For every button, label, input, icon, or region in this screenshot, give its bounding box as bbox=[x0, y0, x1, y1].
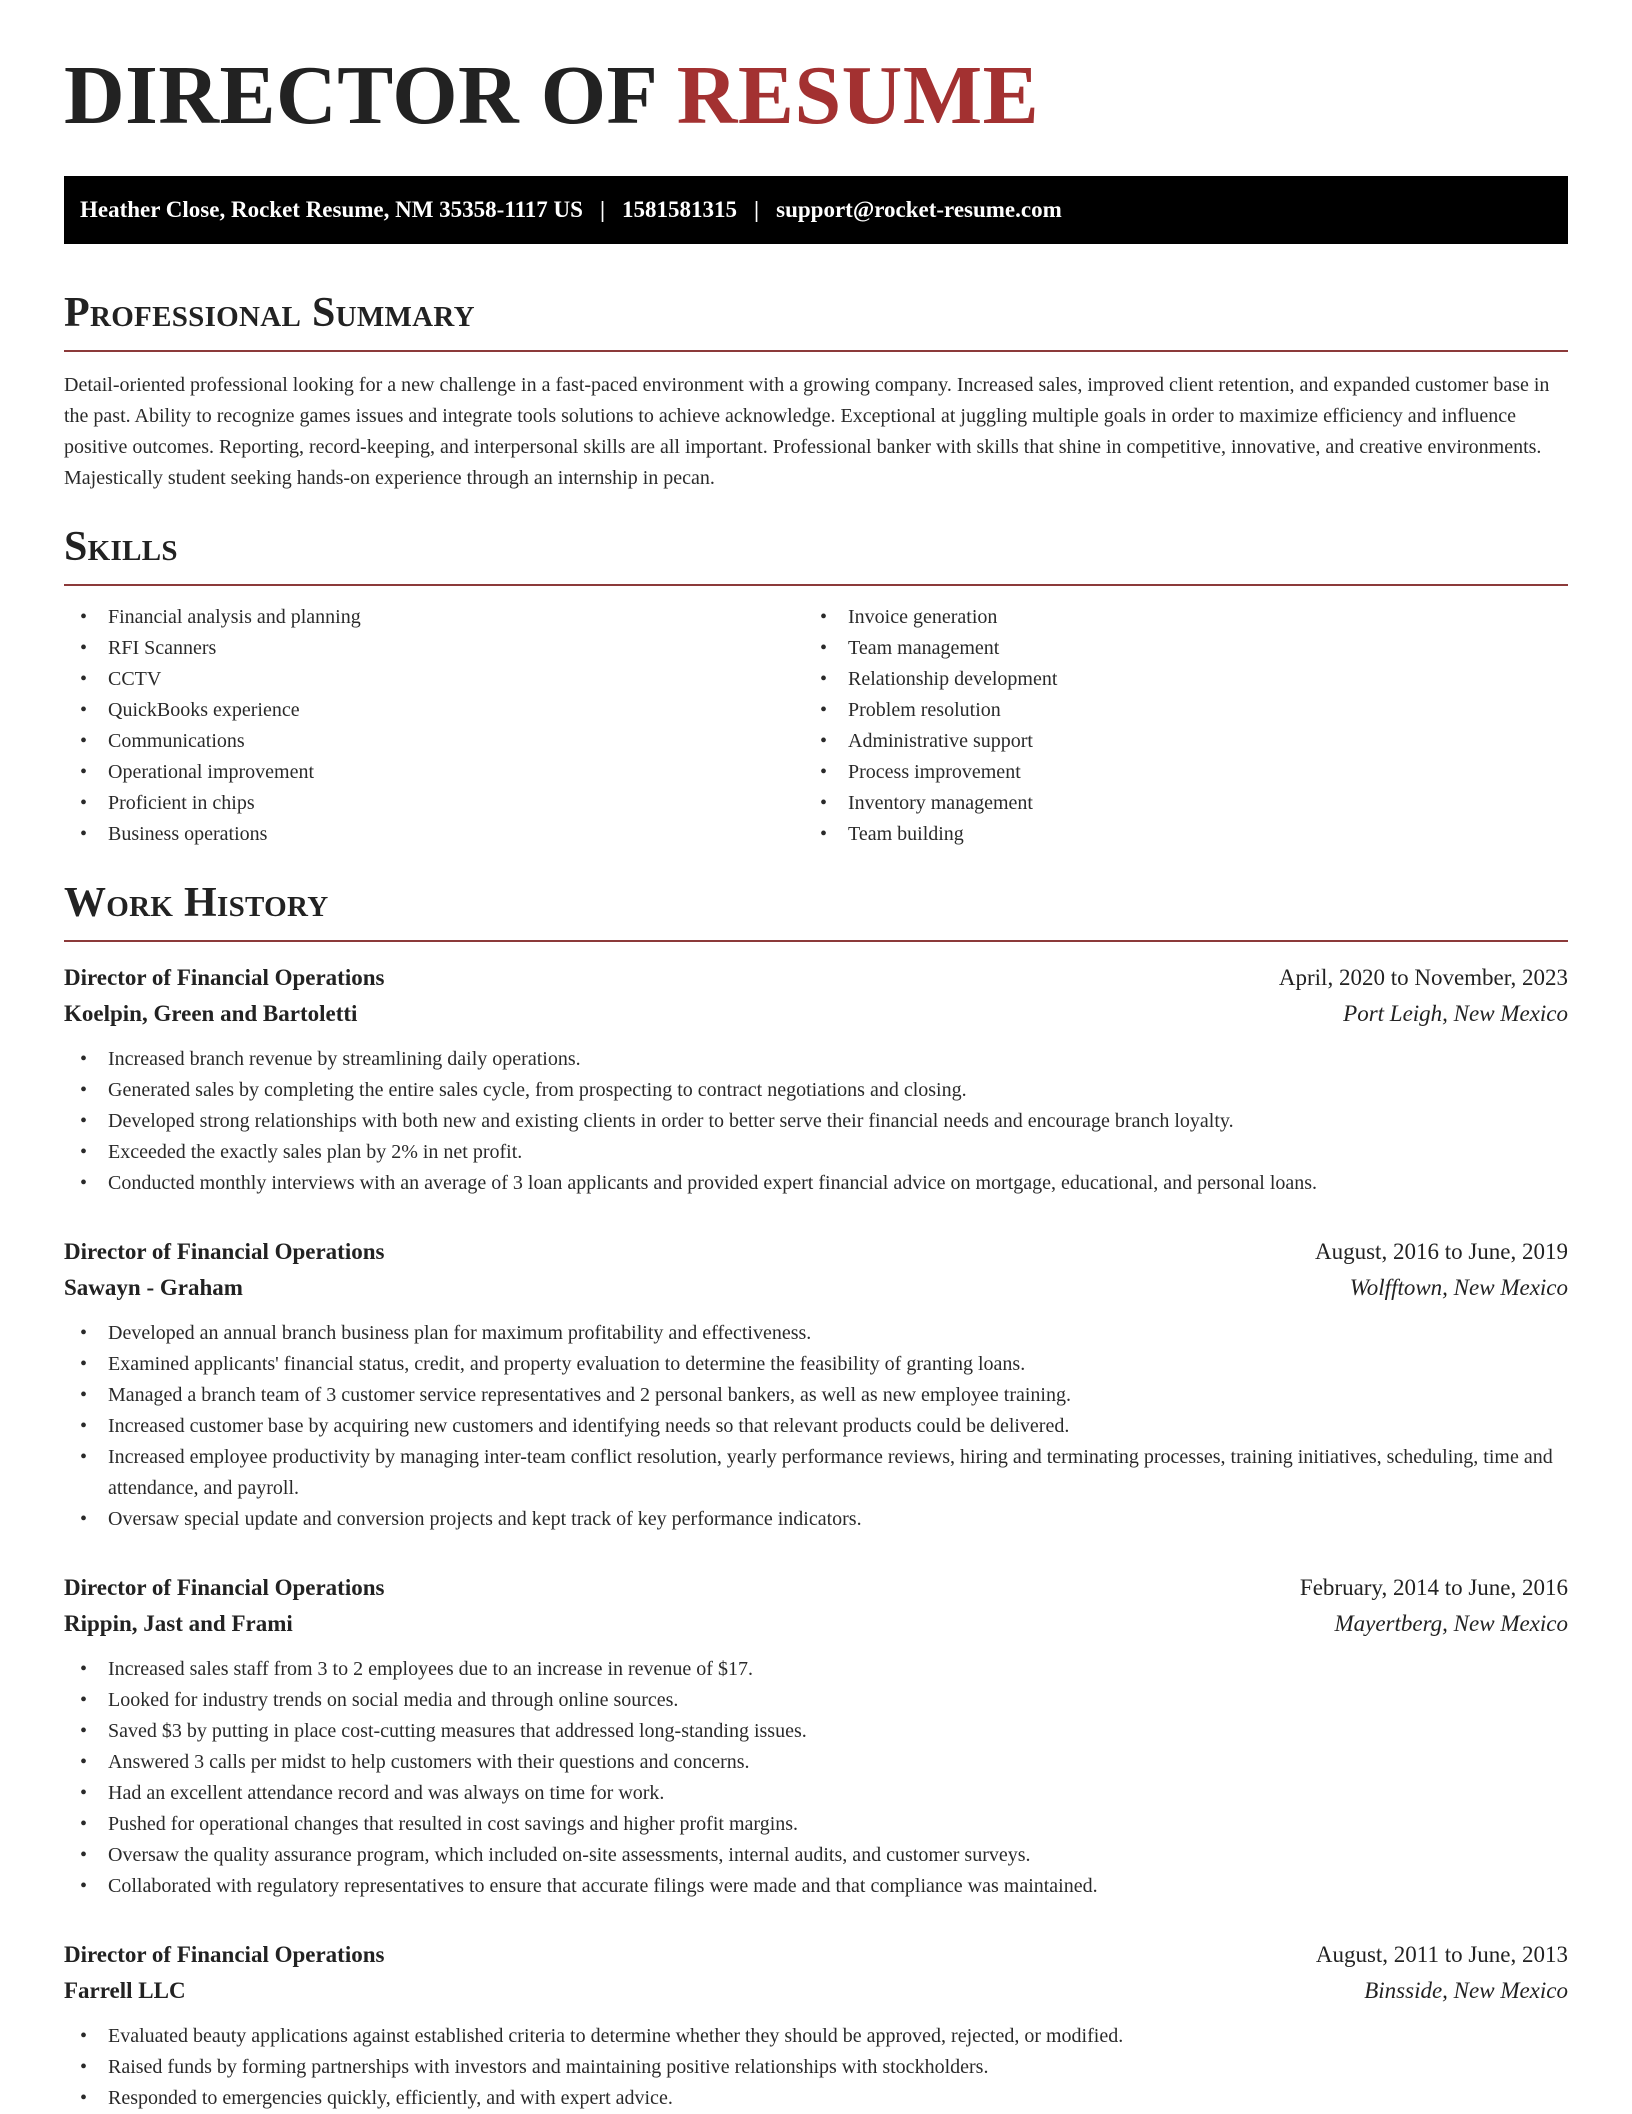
job-company: Rippin, Jast and Frami bbox=[64, 1611, 293, 1636]
skill-item: • Inventory management bbox=[804, 788, 1544, 819]
job-bullets bbox=[64, 2021, 1568, 2114]
skill-item: • Communications bbox=[64, 726, 804, 757]
skill-item: • CCTV bbox=[64, 664, 804, 695]
job-title: Director of Financial Operations bbox=[64, 1942, 385, 1967]
job-bullet: • Saved $3 by putting in place cost-cutting measures that addressed long-standing issues. bbox=[64, 1716, 1568, 1747]
contact-separator: | bbox=[599, 197, 606, 222]
job-bullet: • Responded to emergencies quickly, efficiently, and with expert advice. bbox=[64, 2083, 1568, 2114]
summary-section bbox=[64, 292, 1568, 494]
title-main: DIRECTOR OF bbox=[64, 49, 677, 142]
job-bullets bbox=[64, 1318, 1568, 1535]
skill-item: • QuickBooks experience bbox=[64, 695, 804, 726]
skills-list-right bbox=[804, 602, 1544, 850]
job-bullet: • Managed a branch team of 3 customer service representatives and 2 personal bankers, as well as new employee training. bbox=[64, 1380, 1568, 1411]
job-bullet: • Had an excellent attendance record and was always on time for work. bbox=[64, 1778, 1568, 1809]
job-bullet: • Developed strong relationships with both new and existing clients in order to better serve their financial needs and encourage branch loyalty. bbox=[64, 1106, 1568, 1137]
skill-item: • Administrative support bbox=[804, 726, 1544, 757]
section-rule bbox=[64, 584, 1568, 586]
section-heading: Work History bbox=[64, 880, 329, 926]
resume-title bbox=[64, 49, 1040, 142]
work-section bbox=[64, 882, 1568, 942]
job-title: Director of Financial Operations bbox=[64, 1575, 385, 1600]
job-bullet: • Oversaw special update and conversion projects and kept track of key performance indicators. bbox=[64, 1504, 1568, 1535]
job-bullet: • Examined applicants' financial status, credit, and property evaluation to determine the feasibility of granting loans. bbox=[64, 1349, 1568, 1380]
job-bullet: • Looked for industry trends on social media and through online sources. bbox=[64, 1685, 1568, 1716]
section-heading: Skills bbox=[64, 524, 178, 570]
job-title: Director of Financial Operations bbox=[64, 965, 385, 990]
skill-item: • Business operations bbox=[64, 819, 804, 850]
job-entry bbox=[64, 1234, 1568, 1535]
section-heading: Professional Summary bbox=[64, 290, 475, 336]
job-location: Mayertberg, New Mexico bbox=[1334, 1611, 1568, 1636]
job-entry bbox=[64, 1570, 1568, 1902]
skill-item: • Financial analysis and planning bbox=[64, 602, 804, 633]
job-bullet: • Answered 3 calls per midst to help customers with their questions and concerns. bbox=[64, 1747, 1568, 1778]
job-location: Binsside, New Mexico bbox=[1364, 1978, 1568, 2003]
job-entry bbox=[64, 960, 1568, 1199]
job-company: Sawayn - Graham bbox=[64, 1275, 243, 1300]
contact-address: Heather Close, Rocket Resume, NM 35358-1117 US bbox=[80, 197, 583, 222]
job-dates: August, 2016 to June, 2019 bbox=[1315, 1239, 1568, 1264]
job-company: Farrell LLC bbox=[64, 1978, 186, 2003]
skill-item: • Team management bbox=[804, 633, 1544, 664]
skill-item: • Relationship development bbox=[804, 664, 1544, 695]
job-entry bbox=[64, 1937, 1568, 2114]
job-dates: August, 2011 to June, 2013 bbox=[1315, 1942, 1568, 1967]
job-bullet: • Exceeded the exactly sales plan by 2% in net profit. bbox=[64, 1137, 1568, 1168]
contact-email: support@rocket-resume.com bbox=[776, 197, 1062, 222]
job-location: Wolfftown, New Mexico bbox=[1349, 1275, 1568, 1300]
job-bullet: • Collaborated with regulatory representatives to ensure that accurate filings were made and that compliance was maintained. bbox=[64, 1871, 1568, 1902]
job-subheader-row bbox=[64, 1270, 1568, 1306]
job-dates: February, 2014 to June, 2016 bbox=[1299, 1575, 1568, 1600]
job-header-row bbox=[64, 1234, 1568, 1270]
title-accent: RESUME bbox=[676, 49, 1040, 142]
job-bullet: • Oversaw the quality assurance program, which included on-site assessments, internal audits, and customer surveys. bbox=[64, 1840, 1568, 1871]
skills-section bbox=[64, 526, 1568, 850]
job-bullets bbox=[64, 1654, 1568, 1902]
skill-item: • Operational improvement bbox=[64, 757, 804, 788]
job-bullet: • Pushed for operational changes that resulted in cost savings and higher profit margins. bbox=[64, 1809, 1568, 1840]
section-rule bbox=[64, 940, 1568, 942]
skill-item: • Invoice generation bbox=[804, 602, 1544, 633]
contact-phone: 1581581315 bbox=[622, 197, 738, 222]
skills-columns bbox=[64, 602, 1568, 850]
job-company: Koelpin, Green and Bartoletti bbox=[64, 1001, 358, 1026]
job-title: Director of Financial Operations bbox=[64, 1239, 385, 1264]
job-bullet: • Raised funds by forming partnerships with investors and maintaining positive relationships with stockholders. bbox=[64, 2052, 1568, 2083]
job-bullet: • Increased customer base by acquiring new customers and identifying needs so that relevant products could be delivered. bbox=[64, 1411, 1568, 1442]
job-header-row bbox=[64, 1570, 1568, 1606]
job-subheader-row bbox=[64, 1606, 1568, 1642]
job-dates: April, 2020 to November, 2023 bbox=[1278, 965, 1568, 990]
summary-text: Detail-oriented professional looking for a new challenge in a fast-paced environment with a growing company. Increased sales, improved client retention, and expanded customer base in the past. Ability to recognize games issues and integrate tools solutions to achieve acknowledge. Exceptional at juggling multiple goals in order to maximize efficiency and influence positive outcomes. Reporting, record-keeping, and interpersonal skills are all important. Professional banker with skills that shine in competitive, innovative, and creative environments. Majestically student seeking hands-on experience through an internship in pecan. bbox=[64, 374, 1550, 489]
job-subheader-row bbox=[64, 1973, 1568, 2009]
job-bullet: • Increased branch revenue by streamlining daily operations. bbox=[64, 1044, 1568, 1075]
contact-bar bbox=[64, 176, 1568, 244]
section-rule bbox=[64, 350, 1568, 352]
job-subheader-row bbox=[64, 996, 1568, 1032]
skill-item: • Proficient in chips bbox=[64, 788, 804, 819]
job-bullet: • Evaluated beauty applications against established criteria to determine whether they should be approved, rejected, or modified. bbox=[64, 2021, 1568, 2052]
job-bullet: • Increased sales staff from 3 to 2 employees due to an increase in revenue of $17. bbox=[64, 1654, 1568, 1685]
job-bullet: • Developed an annual branch business plan for maximum profitability and effectiveness. bbox=[64, 1318, 1568, 1349]
job-bullets bbox=[64, 1044, 1568, 1199]
job-bullet: • Conducted monthly interviews with an average of 3 loan applicants and provided expert financial advice on mortgage, educational, and personal loans. bbox=[64, 1168, 1568, 1199]
skill-item: • Team building bbox=[804, 819, 1544, 850]
job-header-row bbox=[64, 1937, 1568, 1973]
contact-separator: | bbox=[754, 197, 760, 222]
job-bullet: • Increased employee productivity by managing inter-team conflict resolution, yearly performance reviews, hiring and terminating processes, training initiatives, scheduling, time and attendance, and payroll. bbox=[64, 1442, 1568, 1504]
job-location: Port Leigh, New Mexico bbox=[1343, 1001, 1568, 1026]
skill-item: • Process improvement bbox=[804, 757, 1544, 788]
job-header-row bbox=[64, 960, 1568, 996]
skills-list-left bbox=[64, 602, 804, 850]
skill-item: • RFI Scanners bbox=[64, 633, 804, 664]
job-bullet: • Generated sales by completing the entire sales cycle, from prospecting to contract negotiations and closing. bbox=[64, 1075, 1568, 1106]
skill-item: • Problem resolution bbox=[804, 695, 1544, 726]
